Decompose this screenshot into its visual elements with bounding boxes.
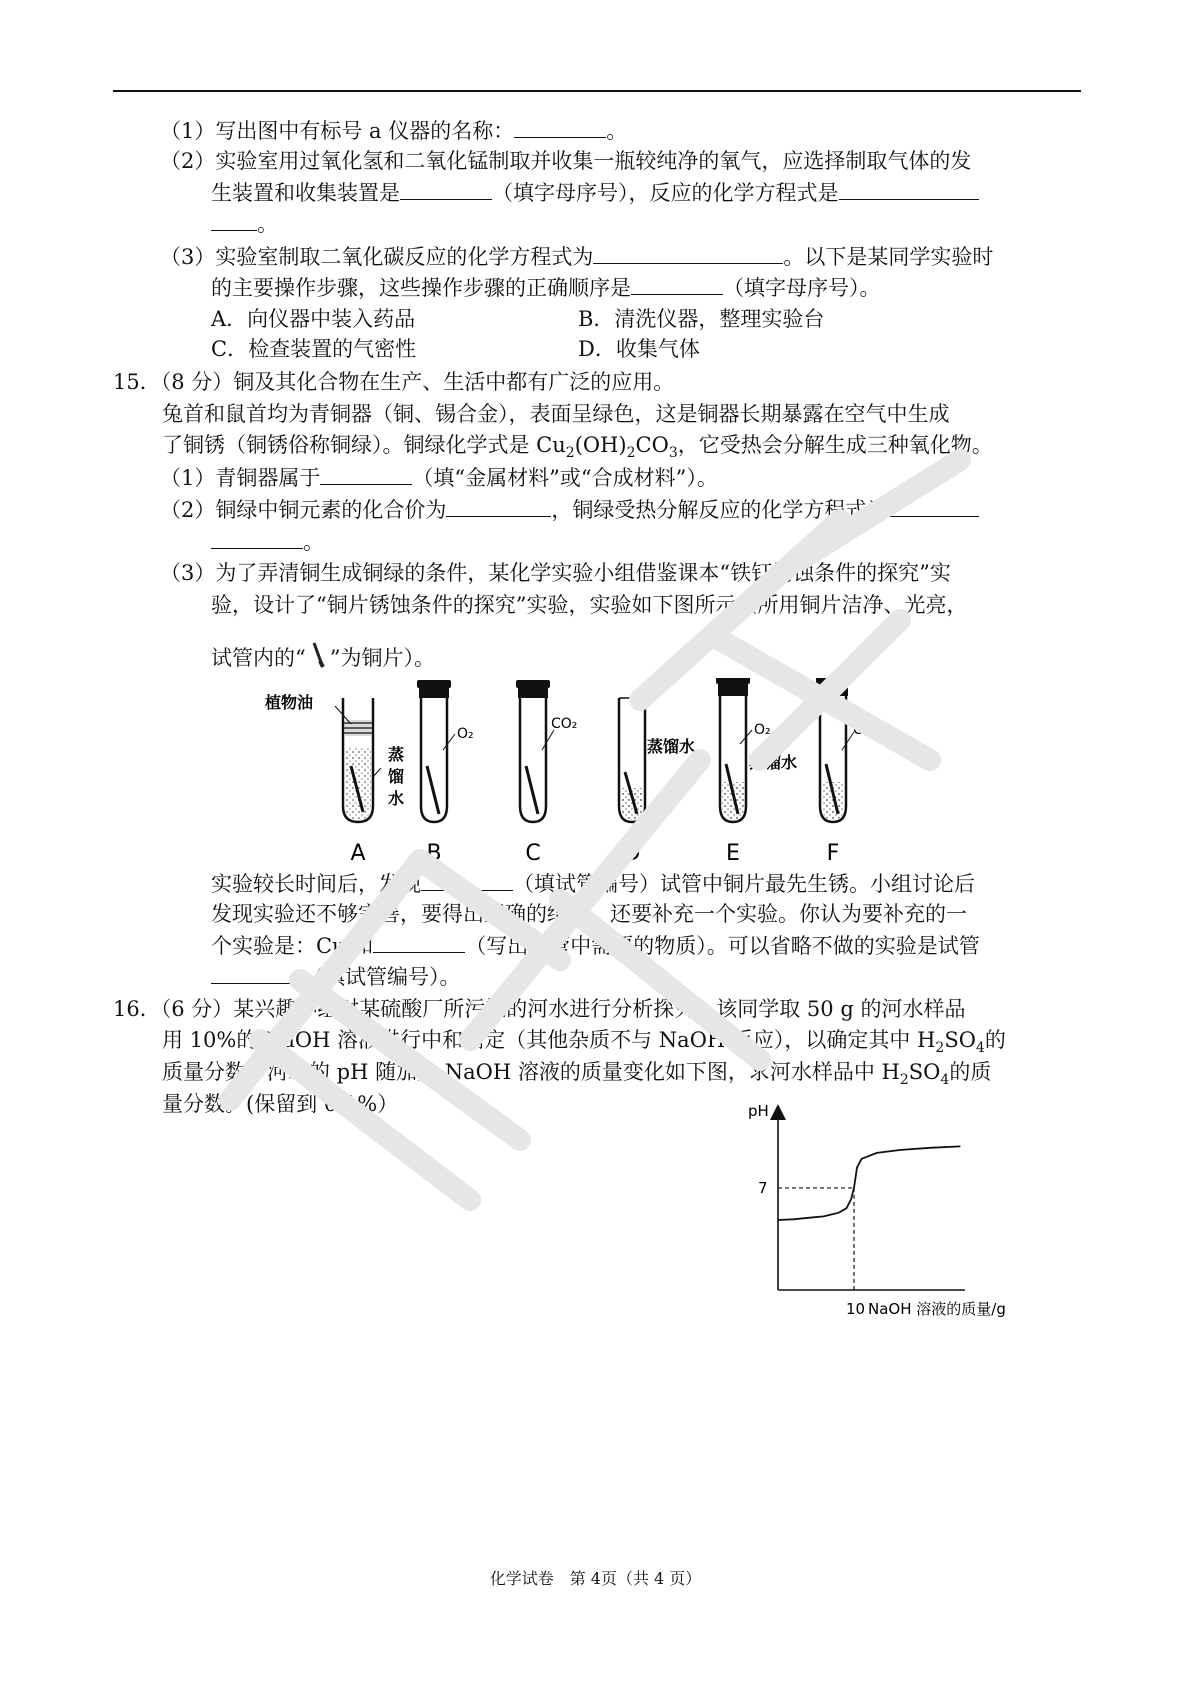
tube-label-f: F (826, 841, 840, 866)
blank[interactable] (593, 241, 783, 264)
y-axis-label: pH (748, 1102, 769, 1120)
q16-line3: 质量分数。河水的 pH 随加入 NaOH 溶液的质量变化如下图，求河水样品中 $H_2SO_4$的质 (162, 1060, 992, 1089)
page-footer: 化学试卷 第 4页（共 4 页） (489, 1569, 702, 1588)
blank[interactable] (839, 177, 979, 200)
option-d: D．收集气体 (578, 337, 700, 361)
tube-label-c: C (525, 841, 541, 866)
q16-line4: 量分数。(保留到 0.1%） (162, 1092, 399, 1116)
copper-strip-icon (306, 641, 330, 671)
tube-f (816, 678, 879, 822)
tube-c (516, 680, 577, 822)
blank[interactable] (211, 961, 303, 984)
q15-after-line2: 发现实验还不够完善，要得出正确的结论，还要补充一个实验。你认为要补充的一 (211, 902, 967, 926)
q14-part2-line1: （2）实验室用过氧化氢和二氧化锰制取并收集一瓶较纯净的氧气，应选择制取气体的发 (160, 149, 972, 173)
q15-after-line4: （填试管编号）。 (211, 961, 461, 991)
tube-label-e: E (726, 841, 740, 866)
label-co2-f: CO₂ (853, 722, 880, 738)
tube-label-a: A (350, 841, 366, 866)
q15-after-line3: 个实验是：Cu 和 （写出试管中需要的物质）。可以省略不做的实验是试管 (211, 930, 980, 960)
label-o2-b: O₂ (457, 726, 474, 742)
blank[interactable] (320, 462, 412, 485)
tube-a (335, 698, 381, 822)
ph-chart (740, 1100, 1080, 1330)
x-tick-10: 10 (846, 1300, 866, 1318)
blank[interactable] (631, 272, 723, 295)
label-distilled-water-d: 蒸馏水 (647, 737, 696, 756)
blank[interactable] (446, 494, 551, 517)
blank[interactable] (211, 526, 303, 549)
blank[interactable] (887, 494, 979, 517)
label-o2-e: O₂ (754, 722, 771, 738)
q15-part1: （1）青铜器属于 （填“金属材料”或“合成材料”）。 (160, 462, 718, 492)
blank[interactable] (373, 930, 465, 953)
q16-line2: 用 10%的 NaOH 溶液进行中和滴定（其他杂质不与 NaOH 反应），以确定其中 $H_2SO_4$的 (162, 1028, 1006, 1057)
option-a: A．向仪器中装入药品 (211, 307, 416, 331)
q15-part2-end: 。 (211, 526, 324, 556)
tube-e (716, 678, 797, 822)
q14-part3-line1: （3）实验室制取二氧化碳反应的化学方程式为 。以下是某同学实验时 (160, 241, 993, 271)
q14-part3-line2: 的主要操作步骤，这些操作步骤的正确顺序是 （填字母序号）。 (211, 272, 881, 302)
label-vegetable-oil: 植物油 (265, 693, 314, 712)
q15-part2: （2）铜绿中铜元素的化合价为 ，铜绿受热分解反应的化学方程式为 (160, 494, 979, 524)
option-c: C．检查装置的气密性 (211, 337, 417, 361)
test-tube-figure (255, 678, 965, 868)
tube-label-d: D (623, 841, 641, 866)
label-distilled-water-a-1: 蒸 (388, 745, 405, 764)
tube-d (619, 698, 695, 822)
q14-part2-line2: 生装置和收集装置是 （填字母序号），反应的化学方程式是 (211, 177, 979, 207)
q14-part1: （1）写出图中有标号 a 仪器的名称： 。 (160, 115, 627, 145)
blank[interactable] (400, 177, 492, 200)
tube-b (417, 680, 474, 822)
label-distilled-water-e: 蒸馏水 (749, 753, 798, 772)
q15-intro-line2: 了铜锈（铜锈俗称铜绿）。铜绿化学式是 $Cu_2(OH)_2CO_3$，它受热会分解生成三种氧化物。 (162, 433, 993, 462)
blank[interactable] (421, 868, 513, 891)
q14-part2-line3: 。 (211, 208, 278, 238)
label-distilled-water-a-2: 馏 (388, 767, 405, 786)
x-axis-label: NaOH 溶液的质量/g (868, 1300, 1006, 1318)
ph-curve (778, 1146, 960, 1220)
blank[interactable] (514, 115, 606, 138)
y-tick-7: 7 (758, 1178, 768, 1197)
option-b: B．清洗仪器，整理实验台 (578, 307, 825, 331)
q16-line1: 16．（6 分）某兴趣小组对某硫酸厂所污染的河水进行分析探究。该同学取 50 g 的河水样品 (113, 997, 966, 1021)
label-co2-c: CO₂ (551, 716, 578, 732)
q15-heading: 15．（8 分）铜及其化合物在生产、生活中都有广泛的应用。 (113, 370, 675, 394)
header-rule (113, 90, 1081, 92)
q15-part3-line1: （3）为了弄清铜生成铜绿的条件，某化学实验小组借鉴课本“铁钉锈蚀条件的探究”实 (160, 561, 951, 585)
q15-part3-line3: 试管内的“ ”为铜片）。 (211, 641, 435, 671)
label-distilled-water-a-3: 水 (388, 789, 405, 808)
q15-part3-line2: 验，设计了“铜片锈蚀条件的探究”实验，实验如下图所示（所用铜片洁净、光亮， (211, 593, 968, 617)
q15-after-line1: 实验较长时间后，发现 （填试管编号）试管中铜片最先生锈。小组讨论后 (211, 868, 975, 898)
tube-label-b: B (426, 841, 442, 866)
blank[interactable] (211, 208, 257, 231)
q15-intro-line1: 兔首和鼠首均为青铜器（铜、锡合金），表面呈绿色，这是铜器长期暴露在空气中生成 (162, 402, 950, 426)
